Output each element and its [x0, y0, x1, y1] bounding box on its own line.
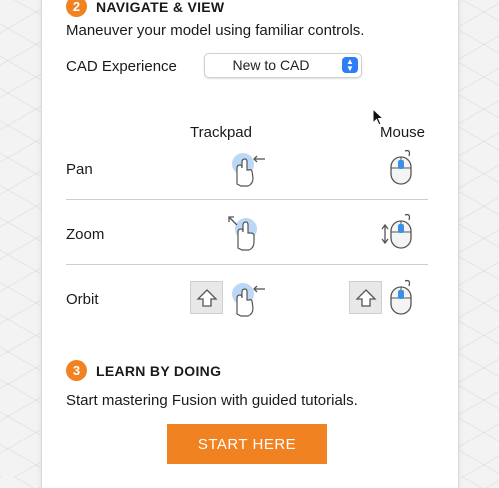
- orbit-label: Orbit: [66, 291, 99, 308]
- section-3-title: LEARN BY DOING: [96, 362, 222, 379]
- row-divider: [66, 264, 428, 265]
- section-2-header: [66, 0, 224, 17]
- section-3-description: Start mastering Fusion with guided tutorials.: [66, 392, 358, 409]
- two-finger-swipe-icon: [229, 280, 269, 318]
- zoom-label: Zoom: [66, 226, 105, 243]
- start-here-button[interactable]: START HERE: [167, 424, 327, 464]
- mouse-column-header: Mouse: [380, 124, 426, 141]
- pan-label: Pan: [66, 161, 93, 178]
- step-2-badge: 2: [66, 0, 87, 17]
- section-3-header: [66, 360, 221, 381]
- section-2-title: NAVIGATE & VIEW: [96, 0, 225, 15]
- cad-experience-value: New to CAD: [232, 57, 310, 73]
- shift-key-icon: [190, 281, 223, 314]
- onboarding-panel: [41, 0, 459, 488]
- middle-click-mouse-icon: [387, 278, 417, 316]
- trackpad-column-header: Trackpad: [190, 124, 252, 141]
- two-finger-swipe-icon: [229, 150, 269, 188]
- cad-experience-select[interactable]: [204, 53, 362, 78]
- step-3-badge: 3: [66, 360, 87, 381]
- pinch-zoom-icon: [226, 214, 268, 252]
- row-divider: [66, 199, 428, 200]
- scroll-wheel-mouse-icon: [381, 212, 417, 250]
- shift-key-icon: [349, 281, 382, 314]
- cad-experience-label: CAD Experience: [66, 58, 177, 75]
- middle-click-mouse-icon: [387, 148, 417, 186]
- mouse-pointer-icon: [372, 108, 386, 128]
- section-2-description: Maneuver your model using familiar controls.: [66, 22, 365, 39]
- select-chevron-icon: ▲ ▼: [342, 57, 358, 73]
